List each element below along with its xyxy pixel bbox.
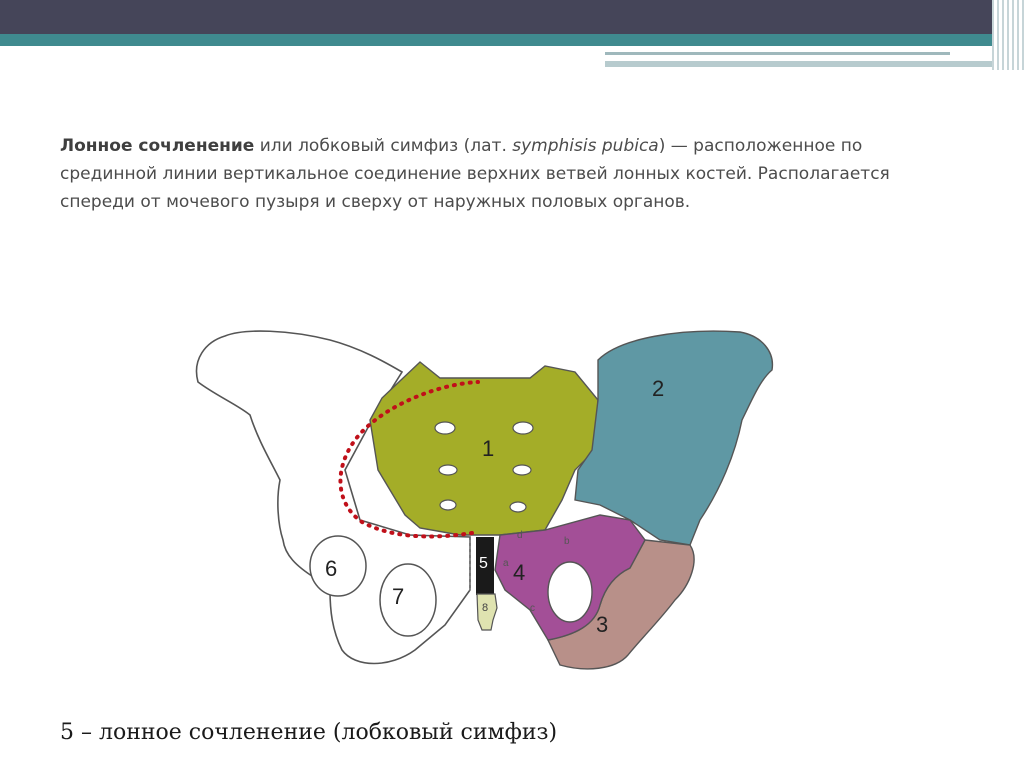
header-dark-band [0, 0, 1024, 34]
label-5: 5 [479, 555, 488, 572]
label-c: c [530, 603, 535, 614]
intro-text-2: ) — расположенное по срединной линии вертикальное соединение верхних ветвей лонных костей. Располагается спереди от мочевого пузыря и сверху от наружных половых органов. [60, 136, 890, 212]
sacral-foramen [435, 422, 455, 434]
label-b: b [564, 536, 570, 547]
latin-term: symphisis pubica [512, 136, 659, 156]
label-1: 1 [482, 436, 495, 461]
sacral-foramen [513, 465, 531, 475]
header-stripes [992, 0, 1024, 70]
intro-text-1: или лобковый симфиз (лат. [254, 136, 513, 156]
header-thin-line-lower [605, 61, 1000, 67]
term: Лонное сочленение [60, 136, 255, 156]
sacral-foramen [440, 500, 456, 510]
label-8: 8 [482, 602, 489, 614]
figure-caption: 5 – лонное сочленение (лобковый симфиз) [60, 720, 558, 745]
left-acetabulum [310, 536, 366, 596]
sacral-foramen [510, 502, 526, 512]
label-2: 2 [652, 376, 665, 401]
pelvis-diagram [180, 318, 800, 698]
label-4: 4 [513, 560, 526, 585]
left-obturator [380, 564, 436, 636]
label-a: a [503, 558, 509, 569]
header-teal-band [0, 34, 1000, 46]
sacral-foramen [439, 465, 457, 475]
sacral-foramen [513, 422, 533, 434]
label-3: 3 [596, 612, 609, 637]
right-obturator [548, 562, 592, 622]
intro-paragraph [60, 132, 920, 216]
header-thin-line [605, 52, 950, 55]
label-7: 7 [392, 584, 405, 609]
label-6: 6 [325, 556, 338, 581]
right-ilium [575, 331, 772, 545]
label-d: d [517, 530, 523, 541]
